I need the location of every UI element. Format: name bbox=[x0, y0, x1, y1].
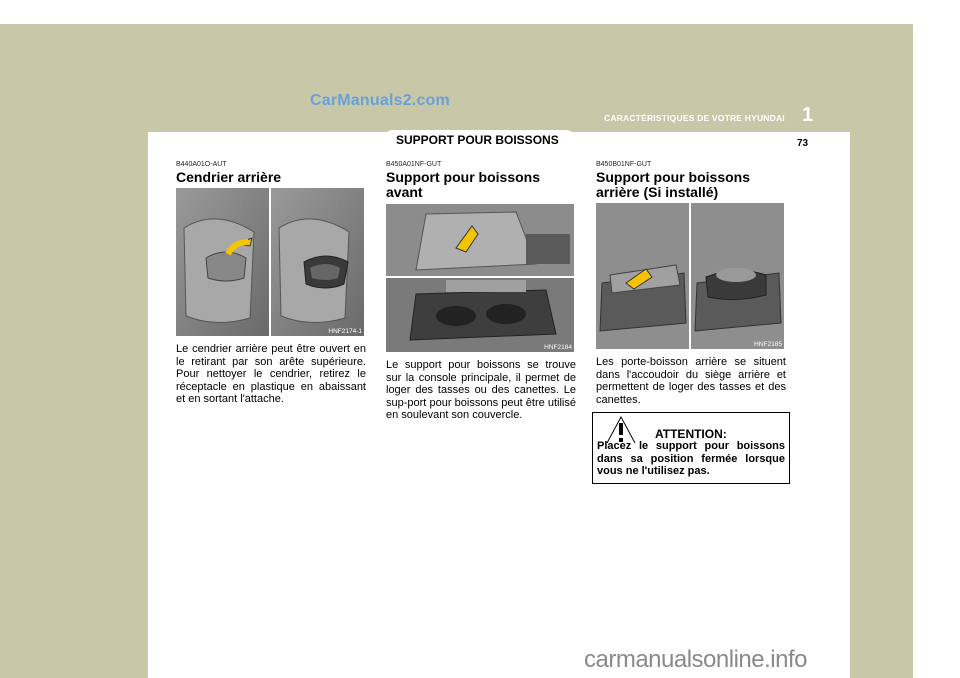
page-number: 73 bbox=[797, 138, 809, 149]
section-heading: Support pour boissons arrière (Si installé) bbox=[596, 169, 750, 200]
warning-title: ATTENTION: bbox=[655, 427, 727, 441]
front-cup-holder-photo bbox=[386, 204, 574, 352]
rear-ashtray-illustration bbox=[176, 188, 364, 336]
photo-label: HNF2174-1 bbox=[328, 328, 362, 335]
warning-text: Placez le support pour boissons dans sa position fermée lorsque vous ne l'utilisez pas. bbox=[597, 440, 785, 477]
rear-ashtray-photo bbox=[176, 188, 364, 336]
photo-label: HNF2184 bbox=[544, 344, 572, 351]
rear-cup-holder-photo bbox=[596, 203, 784, 349]
chapter-title: CARACTÉRISTIQUES DE VOTRE HYUNDAI bbox=[604, 113, 785, 123]
section-code: B450A01NF-GUT bbox=[386, 161, 442, 168]
photo-label: HNF2185 bbox=[754, 341, 782, 348]
rear-cup-holder-illustration bbox=[596, 203, 784, 349]
section-body: Le cendrier arrière peut être ouvert en le retirant par son arête supérieure. Pour nettoyer le cendrier, retirez le réceptacle en plastique en abaissant et en sortant l'attache. bbox=[176, 343, 366, 406]
chapter-number: 1 bbox=[802, 104, 814, 126]
section-rear-cup-holder bbox=[596, 160, 786, 406]
section-rear-ashtray bbox=[176, 160, 366, 406]
section-body: Les porte-boisson arrière se situent dans l'accoudoir du siège arrière et permettent de loger des tasses et des canettes. bbox=[596, 356, 786, 406]
section-code: B450B01NF-GUT bbox=[596, 161, 652, 168]
section-code: B440A01O-AUT bbox=[176, 161, 227, 168]
page-number-tab bbox=[788, 134, 832, 152]
front-cup-holder-illustration bbox=[386, 204, 574, 352]
warning-box bbox=[592, 412, 790, 484]
watermark-link[interactable]: CarManuals2.com bbox=[310, 92, 450, 109]
section-front-cup-holder bbox=[386, 160, 576, 422]
section-heading: Cendrier arrière bbox=[176, 169, 282, 185]
section-heading: Support pour boissons avant bbox=[386, 169, 540, 200]
footer-watermark: carmanualsonline.info bbox=[584, 646, 807, 673]
section-title: SUPPORT POUR BOISSONS bbox=[396, 133, 559, 147]
section-body: Le support pour boissons se trouve sur la console principale, il permet de loger des tasses ou des canettes. Le sup-port pour boissons peut être utilisé en soulevant son couvercle. bbox=[386, 359, 576, 422]
